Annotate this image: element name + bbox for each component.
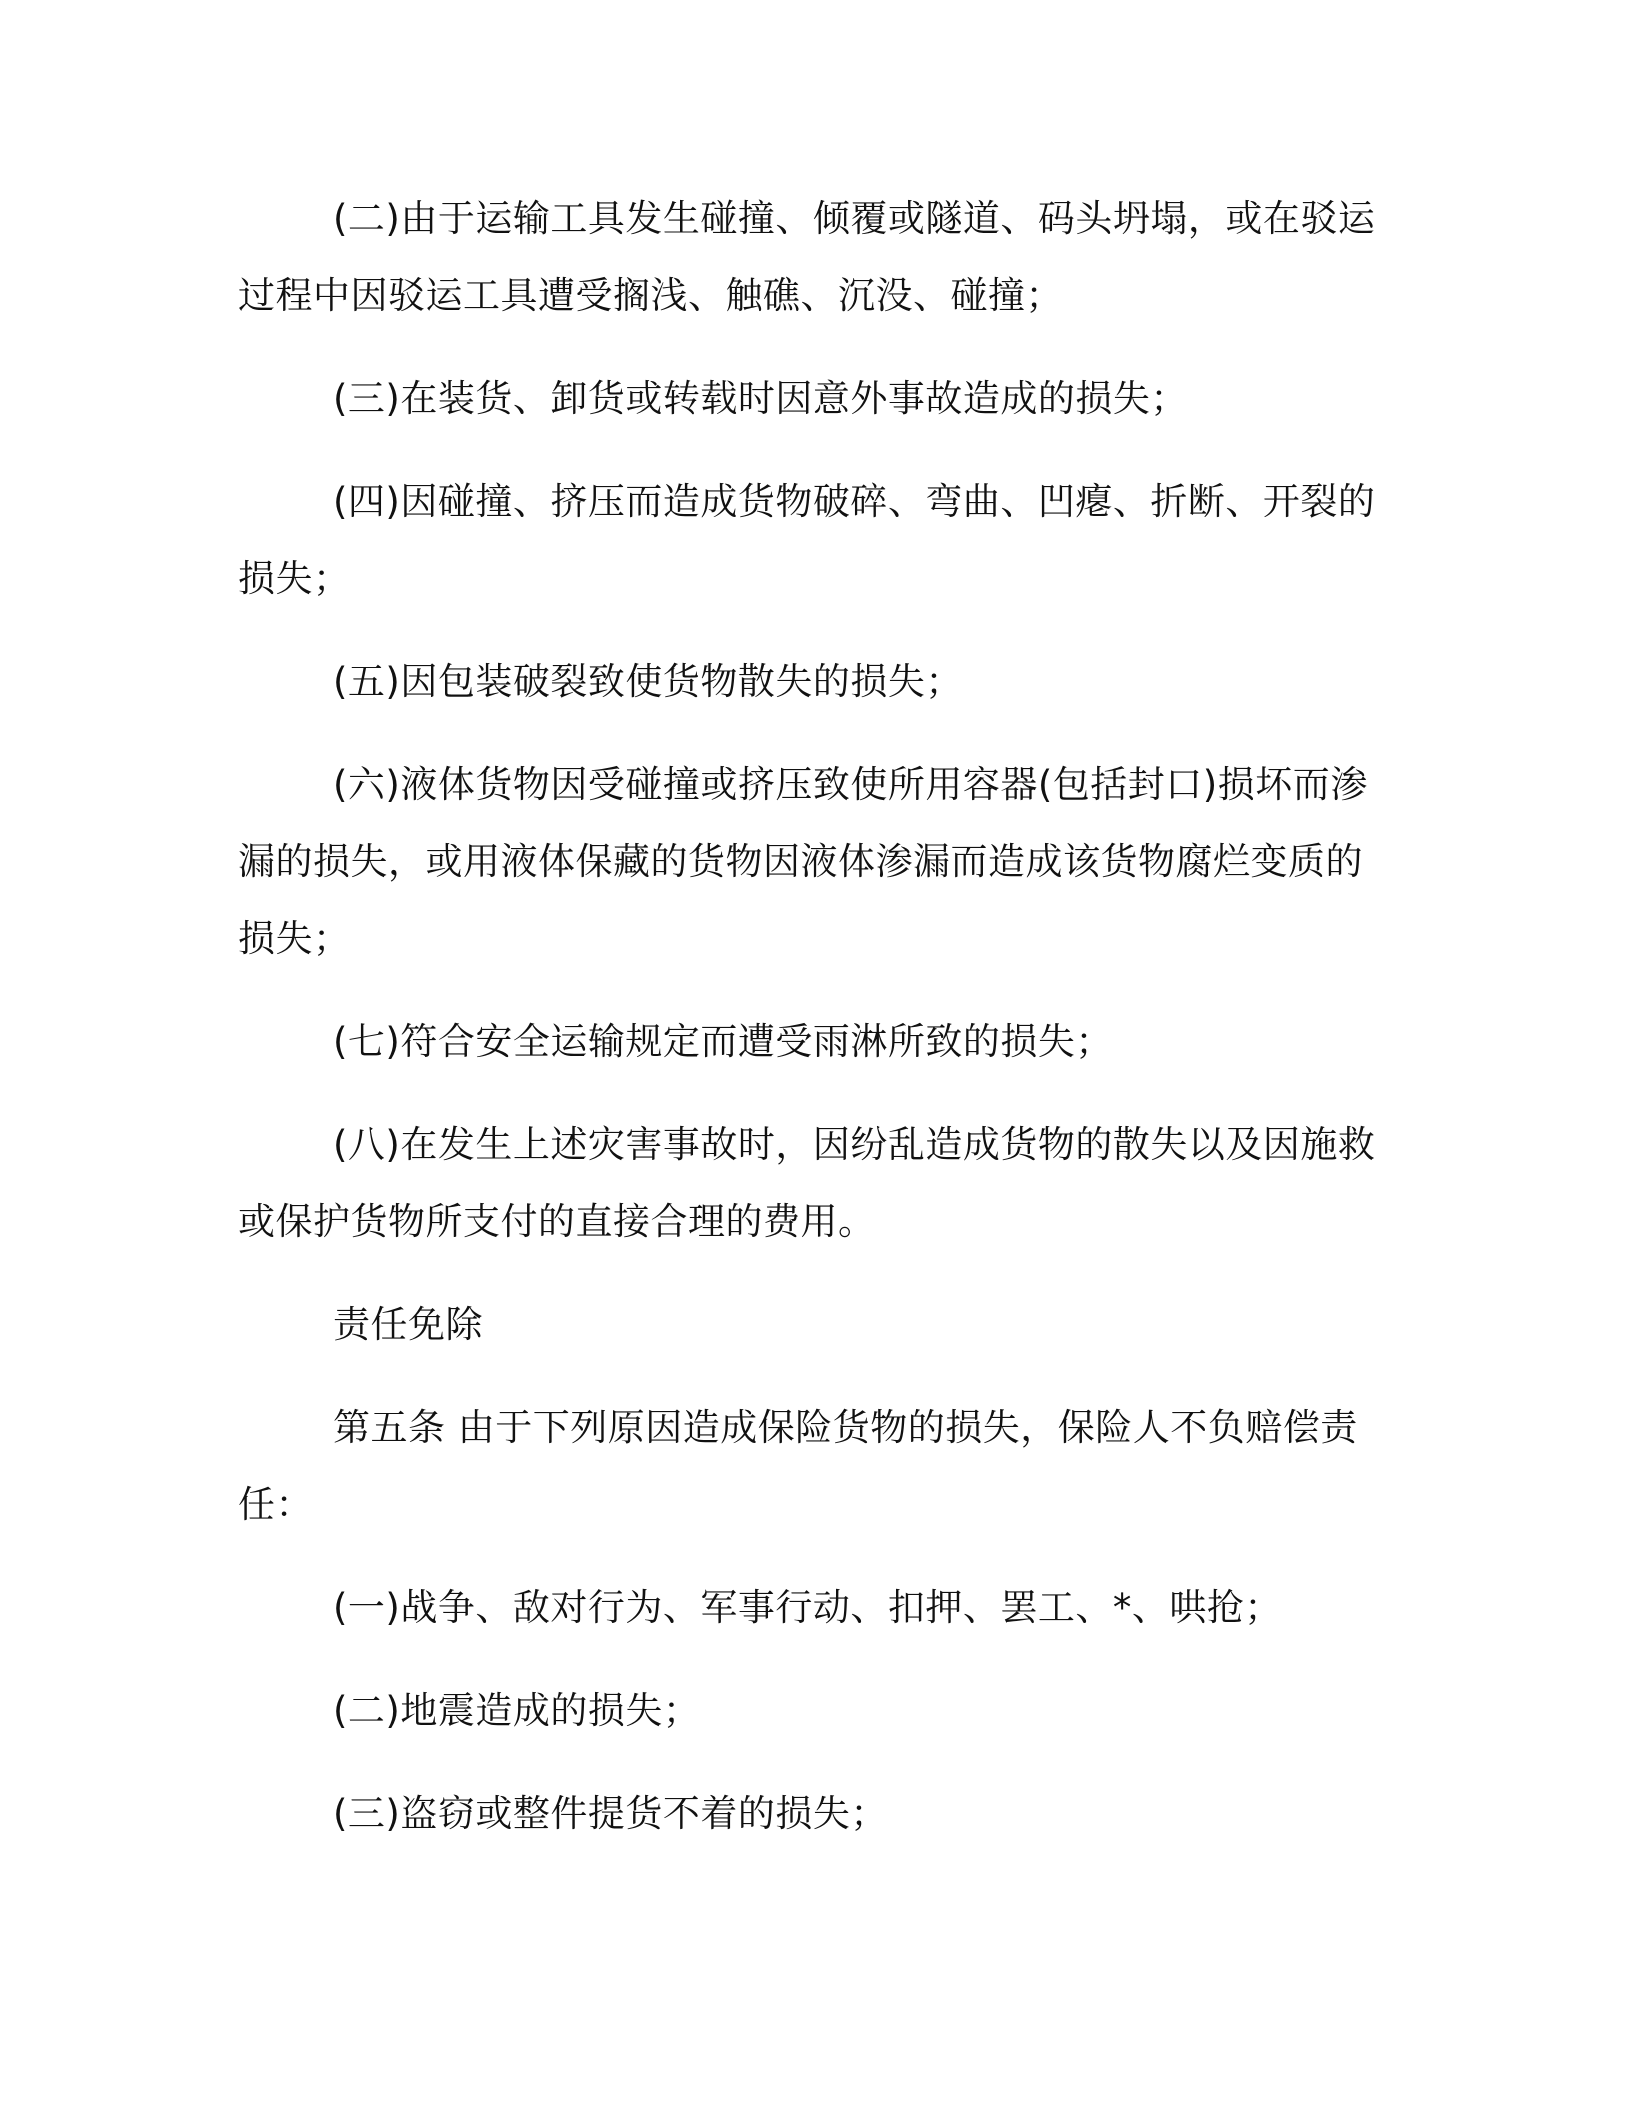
clause-item-6-liquid: (六)液体货物因受碰撞或挤压致使所用容器(包括封口)损坏而渗漏的损失，或用液体保藏的货物因液体渗漏而造成该货物腐烂变质的损失； (238, 763, 1368, 960)
exclusion-item-3-theft: (三)盗窃或整件提货不着的损失； (333, 1792, 888, 1835)
clause-item-3-loading: (三)在装货、卸货或转载时因意外事故造成的损失； (333, 377, 1188, 420)
document-body (238, 180, 1388, 1878)
article-5-intro: 第五条 由于下列原因造成保险货物的损失，保险人不负赔偿责任： (238, 1406, 1358, 1526)
section-heading-exclusions: 责任免除 (333, 1303, 483, 1346)
exclusion-item-2-earthquake: (二)地震造成的损失； (333, 1689, 701, 1732)
clause-item-7-rain: (七)符合安全运输规定而遭受雨淋所致的损失； (333, 1020, 1113, 1063)
clause-item-8-rescue-costs: (八)在发生上述灾害事故时，因纷乱造成货物的散失以及因施救或保护货物所支付的直接合理的费用。 (238, 1123, 1376, 1243)
clause-item-5-packaging: (五)因包装破裂致使货物散失的损失； (333, 660, 963, 703)
clause-item-2-collision: (二)由于运输工具发生碰撞、倾覆或隧道、码头坍塌，或在驳运过程中因驳运工具遭受搁浅、触礁、沉没、碰撞； (238, 197, 1376, 317)
exclusion-item-1-war: (一)战争、敌对行为、军事行动、扣押、罢工、*、哄抢； (333, 1586, 1282, 1629)
clause-item-4-breakage: (四)因碰撞、挤压而造成货物破碎、弯曲、凹瘪、折断、开裂的损失； (238, 480, 1376, 600)
